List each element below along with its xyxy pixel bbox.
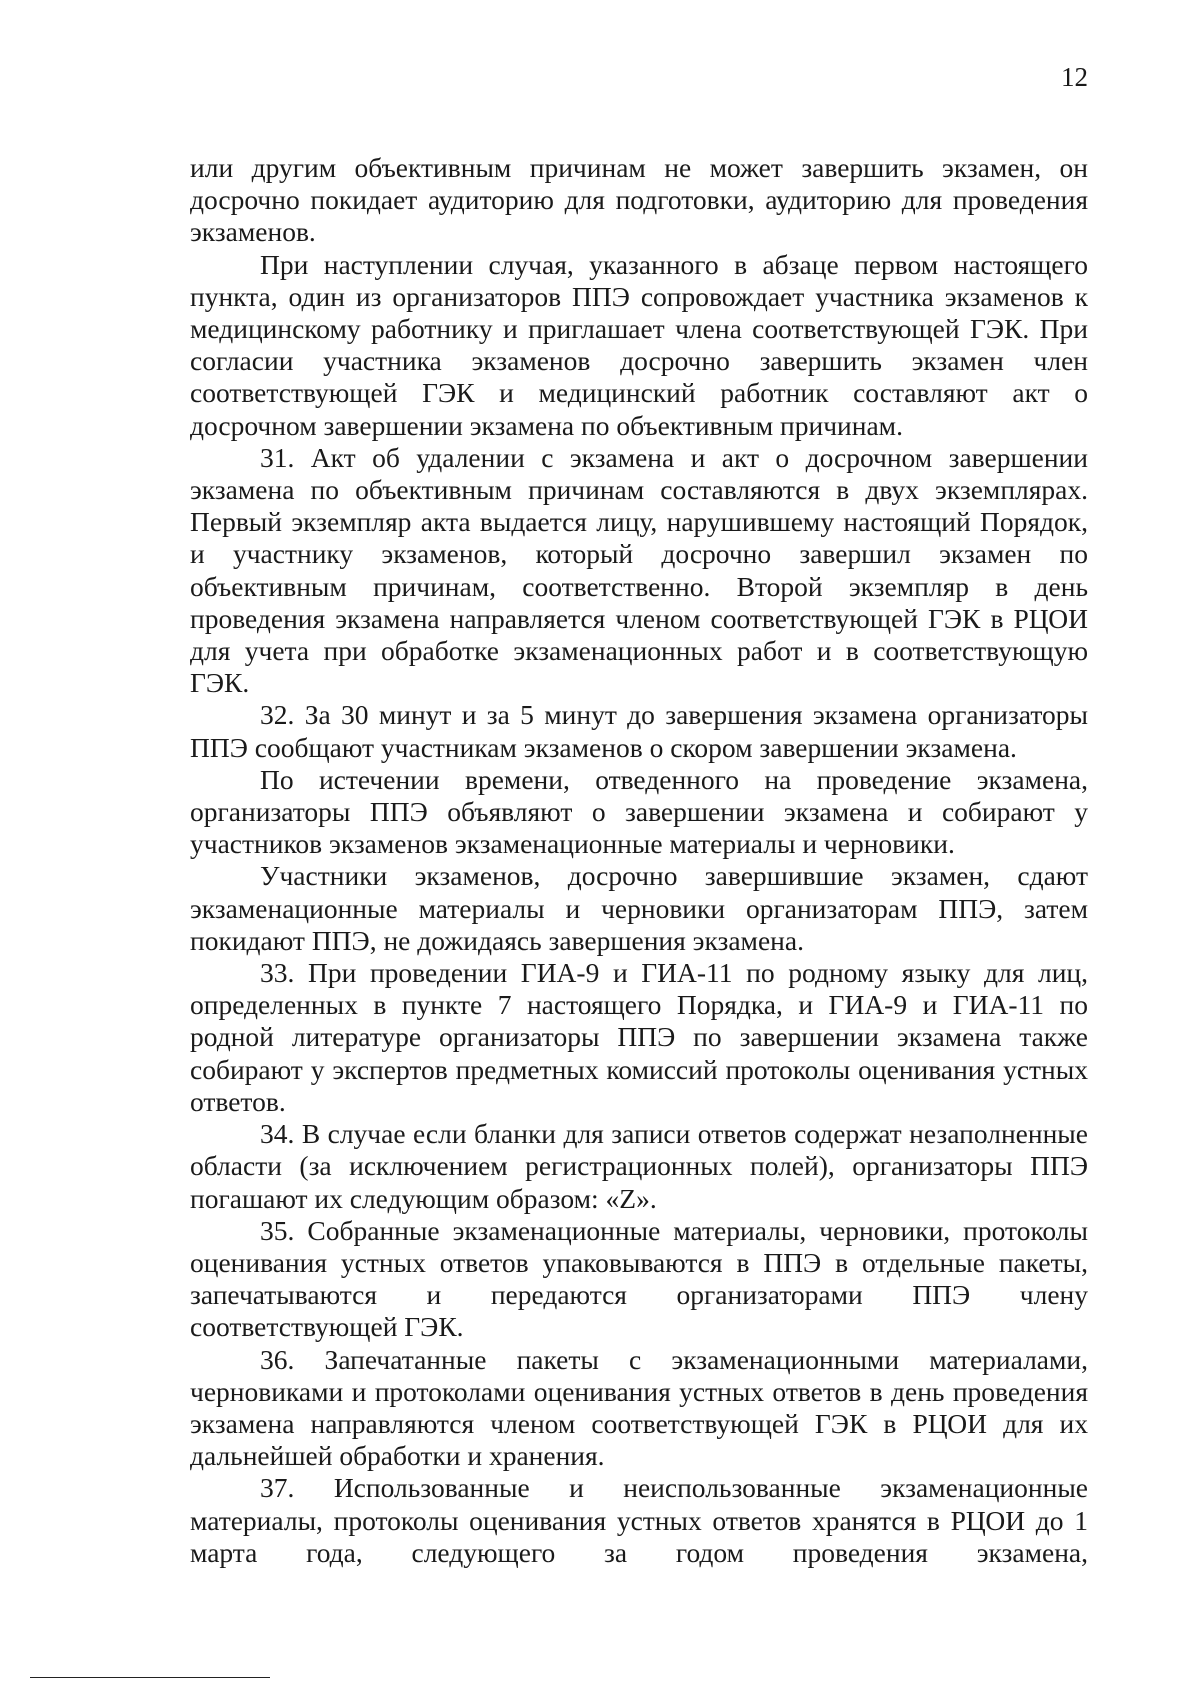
page-number: 12 [1061,62,1088,92]
footer-divider [30,1677,270,1678]
paragraph-31: 31. Акт об удалении с экзамена и акт о досрочном завершении экзамена по объективным причинам составляются в двух экземплярах. Первый экземпляр акта выдается лицу, нарушившему настоящий Порядок, и участнику экзаменов, который досрочно завершил экзамен по объективным причинам, соответственно. Второй экземпляр в день проведения экзамена направляется членом соответствующей ГЭК в РЦОИ для учета при обработке экзаменационных работ и в соответствующую ГЭК. [190,441,1088,699]
paragraph-early-finish: Участники экзаменов, досрочно завершившие экзамен, сдают экзаменационные материалы и черновики организаторам ППЭ, затем покидают ППЭ, не дожидаясь завершения экзамена. [190,860,1088,956]
paragraph-medical-case: При наступлении случая, указанного в абзаце первом настоящего пункта, один из организаторов ППЭ сопровождает участника экзаменов к медицинскому работнику и приглашает члена соответствующей ГЭК. При согласии участника экзаменов досрочно завершить экзамен член соответствующей ГЭК и медицинский работник составляют акт о досрочном завершении экзамена по объективным причинам. [190,248,1088,441]
paragraph-34: 34. В случае если бланки для записи ответов содержат незаполненные области (за исключением регистрационных полей), организаторы ППЭ погашают их следующим образом: «Z». [190,1118,1088,1214]
document-body [190,152,1088,1569]
paragraph-time-expiry: По истечении времени, отведенного на проведение экзамена, организаторы ППЭ объявляют о завершении экзамена и собирают у участников экзаменов экзаменационные материалы и черновики. [190,763,1088,860]
paragraph-32: 32. За 30 минут и за 5 минут до завершения экзамена организаторы ППЭ сообщают участникам экзаменов о скором завершении экзамена. [190,699,1088,763]
paragraph-35: 35. Собранные экзаменационные материалы, черновики, протоколы оценивания устных ответов упаковываются в ППЭ в отдельные пакеты, запечатываются и передаются организаторами ППЭ члену соответствующей ГЭК. [190,1214,1088,1343]
paragraph-37: 37. Использованные и неиспользованные экзаменационные материалы, протоколы оценивания устных ответов хранятся в РЦОИ до 1 марта года, следующего за годом проведения экзамена, [190,1472,1088,1568]
paragraph-36: 36. Запечатанные пакеты с экзаменационными материалами, черновиками и протоколами оценивания устных ответов в день проведения экзамена направляются членом соответствующей ГЭК в РЦОИ для их дальнейшей обработки и хранения. [190,1343,1088,1472]
paragraph-continuation: или другим объективным причинам не может завершить экзамен, он досрочно покидает аудиторию для подготовки, аудиторию для проведения экзаменов. [190,152,1088,248]
paragraph-33: 33. При проведении ГИА-9 и ГИА-11 по родному языку для лиц, определенных в пункте 7 настоящего Порядка, и ГИА-9 и ГИА-11 по родной литературе организаторы ППЭ по завершении экзамена также собирают у экспертов предметных комиссий протоколы оценивания устных ответов. [190,957,1088,1117]
